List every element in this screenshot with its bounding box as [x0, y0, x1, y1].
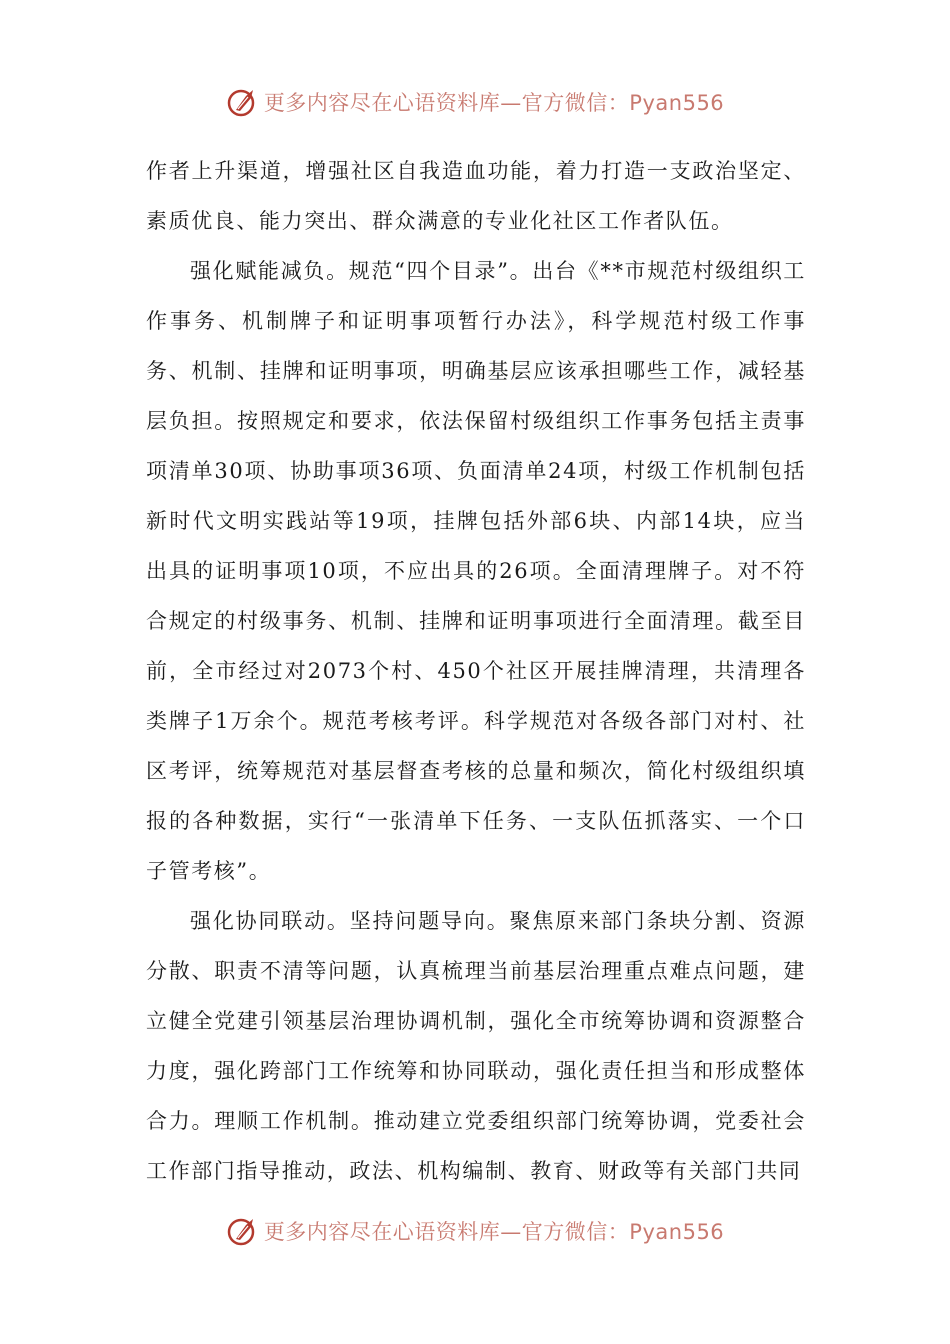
paragraph-coordination-linkage: 强化协同联动。坚持问题导向。聚焦原来部门条块分割、资源分散、职责不清等问题，认真梳理当前基层治理重点难点问题，建立健全党建引领基层治理协调机制，强化全市统筹协调和资源整合力度，强化跨部门工作统筹和协同联动，强化责任担当和形成整体合力。理顺工作机制。推动建立党委组织部门统筹协调，党委社会工作部门指导推动，政法、机构编制、教育、财政等有关部门共同: [146, 909, 806, 1183]
footer-banner-text: 更多内容尽在心语资料库—官方微信：Pyan556: [263, 1220, 725, 1244]
header-banner: [0, 82, 950, 122]
pen-nib-logo-icon: [226, 85, 260, 119]
pen-nib-logo-icon: [226, 1214, 260, 1248]
paragraph-empowerment-burden-reduction: 强化赋能减负。规范“四个目录”。出台《**市规范村级组织工作事务、机制牌子和证明事项暂行办法》，科学规范村级工作事务、机制、挂牌和证明事项，明确基层应该承担哪些工作，减轻基层负担。按照规定和要求，依法保留村级组织工作事务包括主责事项清单30项、协助事项36项、负面清单24项，村级工作机制包括新时代文明实践站等19项，挂牌包括外部6块、内部14块，应当出具的证明事项10项，不应出具的26项。全面清理牌子。对不符合规定的村级事务、机制、挂牌和证明事项进行全面清理。截至目前，全市经过对2073个村、450个社区开展挂牌清理，共清理各类牌子1万余个。规范考核考评。科学规范对各级各部门对村、社区考评，统筹规范对基层督查考核的总量和频次，简化村级组织填报的各种数据，实行“一张清单下任务、一支队伍抓落实、一个口子管考核”。: [146, 259, 806, 883]
paragraph-continuation: 作者上升渠道，增强社区自我造血功能，着力打造一支政治坚定、素质优良、能力突出、群众满意的专业化社区工作者队伍。: [146, 159, 806, 233]
document-body: [146, 146, 806, 1196]
footer-banner: [0, 1211, 950, 1251]
header-banner-text: 更多内容尽在心语资料库—官方微信：Pyan556: [263, 91, 725, 115]
